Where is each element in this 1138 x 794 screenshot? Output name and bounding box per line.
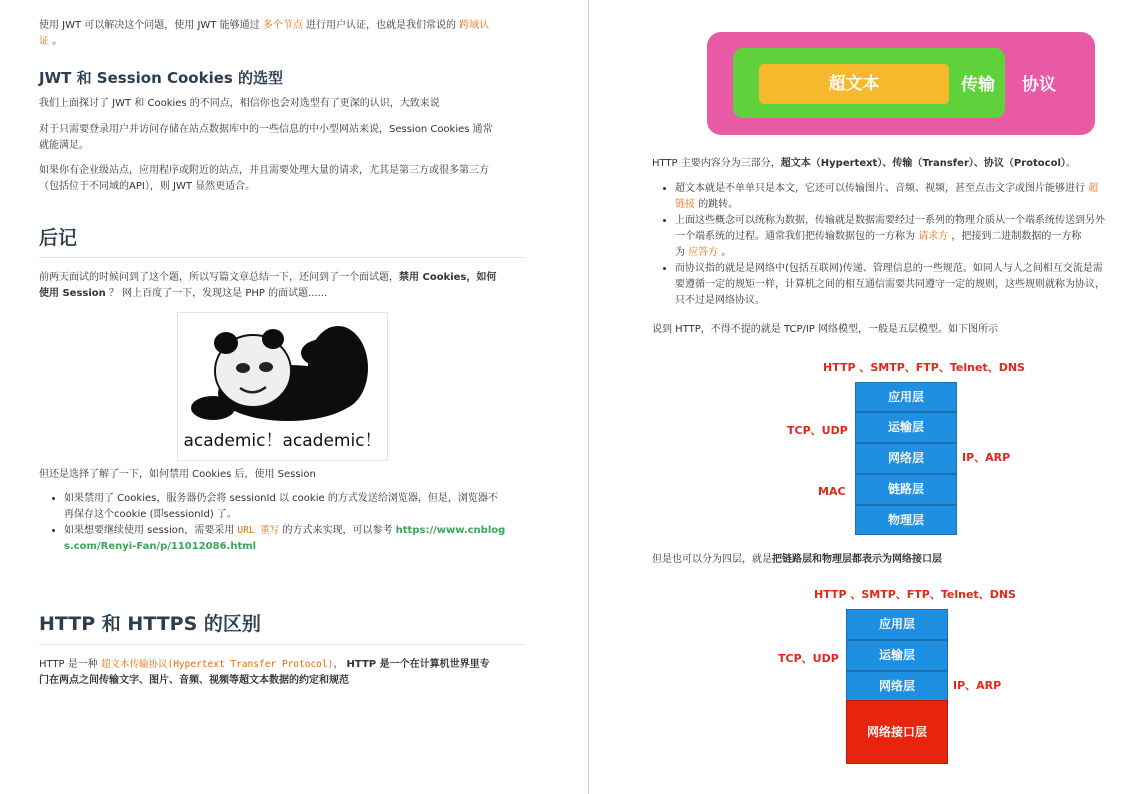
heading-divider: [39, 257, 525, 258]
intro-text-1: 使用 JWT 可以解决这个问题，使用 JWT 能够通过: [39, 20, 260, 31]
intro-paragraph: [39, 18, 529, 50]
bullet-3-line-2: 要遵循一定的规矩一样，计算机之间的相互通信需要共同遵守一定的规则，这些规则就称为协议，: [675, 279, 1105, 290]
list-item-2-text-2: 的方式来实现，可以参考: [282, 525, 393, 536]
paragraph-6-bold-2: 门在两点之间传输文字、图片、音频、视频等超文本数据的约定和规范: [39, 675, 349, 686]
bullet-3-line-3: 只不过是网络协议。: [675, 295, 765, 306]
protocol-diagram-transfer-box: [733, 48, 1005, 118]
heading-http-vs-https: HTTP 和 HTTPS 的区别: [39, 613, 261, 635]
model5-layer-physical: 物理层: [855, 505, 957, 535]
panda-face-icon: [178, 313, 387, 433]
highlight-hypertext-protocol: 超文本传输协议(Hypertext Transfer Protocol): [100, 659, 334, 670]
paragraph-4-bold-2: 使用 Session: [39, 288, 106, 299]
paragraph-6: [39, 657, 539, 689]
meme-image: [177, 312, 388, 461]
hypertext-box: 超文本: [759, 64, 949, 104]
bullet-2-line-1: 上面这些概念可以统称为数据，传输就是数据需要经过一系列的物理介质从一个端系统传送到另外: [675, 215, 1105, 226]
paragraph-2: [39, 122, 539, 154]
model4-ip-label: IP、ARP: [953, 679, 1002, 692]
model4-protocols-label: HTTP 、SMTP、FTP、Telnet、DNS: [814, 588, 1016, 601]
model4-layer-network-interface: 网络接口层: [846, 700, 948, 764]
right-page: [590, 0, 1138, 794]
paragraph-3-line-1: 如果你有企业级站点，应用程序或附近的站点，并且需要处理大量的请求，尤其是第三方或很多第三方: [39, 165, 489, 176]
http-summary-end: 。: [1065, 158, 1076, 169]
protocol-diagram-outer: [707, 32, 1095, 135]
bullet-2-text-2: 为: [675, 247, 685, 258]
bullet-2-text: ，把接到二进制数据的一方称: [951, 231, 1082, 242]
model5-layer-application: 应用层: [855, 382, 957, 412]
model5-mac-label: MAC: [818, 485, 846, 498]
list-item: [675, 261, 1138, 309]
list-item: [64, 491, 532, 523]
model5-layer-network: 网络层: [855, 443, 957, 474]
intro-text-2: 进行用户认证，也就是我们常说的: [305, 20, 456, 31]
four-layer-intro-bold: 把链路层和物理层都表示为网络接口层: [772, 554, 942, 565]
session-list: [42, 491, 532, 555]
highlight-requester: 请求方: [918, 231, 949, 242]
protocol-label: 协议: [1022, 75, 1056, 95]
paragraph-1: 我们上面探讨了 JWT 和 Cookies 的不同点，相信你也会对选型有了更深的认识，大致来说: [39, 98, 440, 109]
paragraph-3-line-2: （包括位于不同域的API），则 JWT 显然更适合。: [39, 181, 256, 192]
highlight-hyperlink-2: 链接: [675, 199, 695, 210]
list-item-2-text: 如果想要继续使用 session，需要采用: [64, 525, 235, 536]
bullet-2-line-2: 一个端系统的过程。通常我们把传输数据包的一方称为: [675, 231, 915, 242]
bullet-2-end: 。: [721, 247, 732, 258]
bullet-1-text: 超文本就是不单单只是本文，它还可以传输图片、音频、视频，甚至点击文字或图片能够进行: [675, 183, 1085, 194]
paragraph-5: 但还是选择了解了一下，如何禁用 Cookies 后，使用 Session: [39, 469, 316, 480]
list-item-1-text-2: 再保存这个cookie (即sessionId) 了。: [64, 509, 237, 520]
paragraph-4-text-2: ？ 网上百度了一下，发现这是 PHP 的面试题......: [108, 288, 328, 299]
highlight-hyperlink: 超: [1088, 183, 1099, 194]
highlight-cross-domain-2: 证: [39, 36, 49, 47]
highlight-responder: 应答方: [688, 247, 719, 258]
http-summary-bold: 超文本（Hypertext）、传输（Transfer）、协议（Protocol）: [780, 158, 1066, 169]
meme-caption: academic！academic！: [183, 431, 382, 451]
list-item: [675, 181, 1138, 213]
heading-houji: 后记: [39, 227, 78, 249]
paragraph-6-text: HTTP 是一种: [39, 659, 98, 670]
intro-text-3: 。: [52, 36, 63, 47]
model5-layer-transport: 运输层: [855, 412, 957, 443]
highlight-cross-domain: 跨域认: [459, 20, 490, 31]
list-item: [675, 213, 1138, 261]
paragraph-2-line-1: 对于只需要登录用户并访问存储在站点数据库中的一些信息的中小型网站来说，Session Cookies 通常: [39, 124, 493, 135]
http-summary-text: HTTP 主要内容分为三部分，: [652, 158, 781, 169]
highlight-multi-nodes: 多个节点: [262, 20, 303, 31]
bullet-1-end: 的跳转。: [698, 199, 739, 210]
paragraph-6-bold-1: HTTP 是一个在计算机世界里专: [346, 659, 490, 670]
four-layer-intro-text: 但是也可以分为四层，就是: [652, 554, 772, 565]
model4-layer-network: 网络层: [846, 671, 948, 701]
heading-jwt-vs-session: JWT 和 Session Cookies 的选型: [39, 69, 284, 87]
http-parts-list: [653, 181, 1138, 309]
transfer-label: 传输: [961, 75, 995, 95]
http-summary: [652, 156, 1132, 172]
page-divider: [588, 0, 589, 794]
reference-link[interactable]: https://www.cnblog: [395, 525, 506, 536]
heading-divider-2: [39, 644, 525, 645]
highlight-url-rewrite: URL 重写: [237, 525, 280, 536]
tcp-ip-intro: 说到 HTTP，不得不提的就是 TCP/IP 网络模型，一般是五层模型。如下图所示: [652, 324, 999, 335]
list-item: [64, 523, 532, 555]
paragraph-6-comma: ，: [333, 659, 344, 670]
four-layer-intro: [652, 552, 942, 568]
paragraph-4: [39, 270, 534, 302]
model4-layer-application: 应用层: [846, 609, 948, 640]
model5-layer-link: 链路层: [855, 474, 957, 505]
paragraph-3: [39, 163, 539, 195]
paragraph-2-line-2: 就能满足。: [39, 140, 89, 151]
model5-ip-label: IP、ARP: [962, 451, 1011, 464]
model5-protocols-label: HTTP 、SMTP、FTP、Telnet、DNS: [823, 361, 1025, 374]
bullet-3-line-1: 而协议指的就是是网络中(包括互联网)传递、管理信息的一些规范。如同人与人之间相互交流是需: [675, 263, 1103, 274]
model4-layer-transport: 运输层: [846, 640, 948, 671]
model5-tcp-label: TCP、UDP: [787, 424, 848, 437]
paragraph-4-text: 前两天面试的时候问到了这个题，所以写篇文章总结一下，还问到了一个面试题，: [39, 272, 399, 283]
reference-link-2[interactable]: s.com/Renyi-Fan/p/11012086.html: [64, 541, 257, 552]
model4-tcp-label: TCP、UDP: [778, 652, 839, 665]
paragraph-4-bold-1: 禁用 Cookies，如何: [399, 272, 497, 283]
list-item-1-text: 如果禁用了 Cookies，服务器仍会将 sessionId 以 cookie 的方式发送给浏览器，但是，浏览器不: [64, 493, 498, 504]
